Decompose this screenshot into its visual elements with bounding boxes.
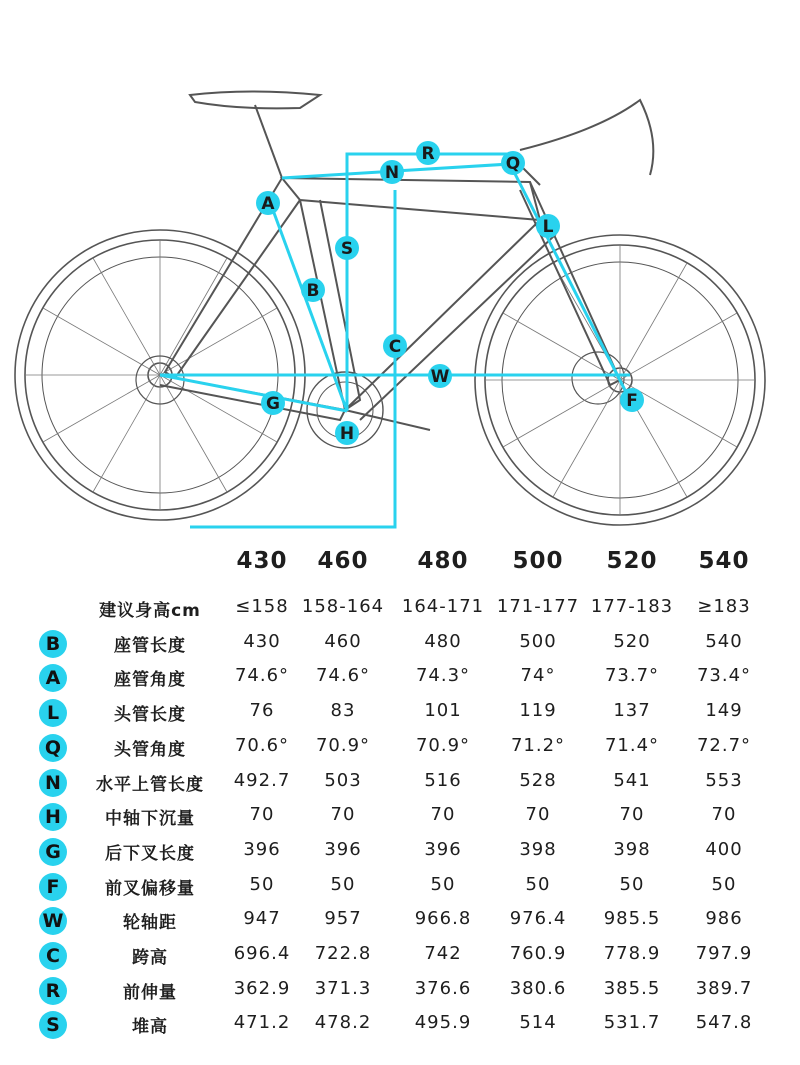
table-cell: 149 (705, 700, 743, 722)
table-row (0, 904, 800, 938)
size-header: 540 (698, 548, 750, 574)
table-cell: 478.2 (314, 1012, 372, 1034)
row-key-badge: C (39, 942, 67, 970)
table-cell: 50 (619, 873, 645, 895)
table-cell: 516 (424, 769, 462, 791)
table-cell: 74.3° (415, 665, 471, 687)
svg-text:R: R (421, 144, 435, 164)
table-cell: 398 (613, 838, 651, 860)
row-label: 前伸量 (123, 982, 177, 1003)
table-cell: 158-164 (301, 596, 385, 617)
table-cell: 742 (424, 943, 462, 964)
table-cell: 547.8 (695, 1012, 753, 1034)
row-label: 轮轴距 (123, 913, 177, 934)
svg-text:W: W (430, 367, 450, 387)
table-cell: 70 (430, 804, 456, 826)
table-cell: 528 (519, 769, 557, 791)
table-cell: 460 (324, 630, 362, 652)
table-cell: 70.9° (415, 734, 471, 756)
table-cell: 957 (324, 908, 362, 930)
marker-A (256, 191, 280, 215)
table-cell: 430 (243, 630, 281, 652)
row-label: 水平上管长度 (96, 774, 204, 795)
row-key-badge: N (39, 769, 67, 797)
marker-G (261, 391, 285, 415)
table-cell: 50 (330, 873, 356, 895)
row-label: 前叉偏移量 (105, 878, 195, 899)
table-cell: 985.5 (603, 908, 661, 930)
table-cell: 389.7 (695, 977, 753, 999)
table-cell: 553 (705, 769, 743, 791)
svg-text:C: C (388, 337, 402, 357)
table-row (0, 592, 800, 626)
table-cell: 398 (519, 838, 557, 860)
row-label: 座管角度 (114, 670, 186, 691)
svg-text:L: L (542, 217, 554, 237)
svg-text:A: A (261, 194, 275, 214)
marker-B (301, 278, 325, 302)
table-cell: 74.6° (315, 665, 371, 687)
marker-Q (501, 151, 525, 175)
svg-text:B: B (306, 281, 320, 301)
table-cell: 70 (711, 804, 737, 826)
table-cell: 966.8 (414, 908, 472, 930)
table-cell: 531.7 (603, 1012, 661, 1034)
table-cell: 362.9 (233, 977, 291, 999)
table-cell: 492.7 (233, 769, 291, 791)
table-cell: 177-183 (590, 596, 674, 617)
marker-F (620, 388, 644, 412)
table-cell: 119 (519, 700, 557, 722)
table-cell: 74.6° (234, 665, 290, 687)
table-cell: 500 (519, 630, 557, 652)
table-cell: 74° (520, 665, 556, 687)
table-cell: 376.6 (414, 977, 472, 999)
table-row (0, 939, 800, 973)
table-row (0, 870, 800, 904)
table-cell: 50 (525, 873, 551, 895)
table-cell: 760.9 (509, 943, 567, 964)
table-cell: 73.7° (604, 665, 660, 687)
table-row (0, 627, 800, 661)
row-label: 头管角度 (114, 739, 186, 760)
size-header: 520 (606, 548, 658, 574)
table-cell: 396 (424, 838, 462, 860)
row-label: 跨高 (132, 948, 168, 968)
table-cell: 73.4° (696, 665, 752, 687)
table-cell: 722.8 (314, 943, 372, 964)
table-cell: 164-171 (401, 596, 485, 617)
table-row (0, 696, 800, 730)
table-cell: ≥183 (697, 596, 751, 617)
svg-text:G: G (266, 394, 280, 414)
row-key-badge: G (39, 838, 67, 866)
table-cell: 50 (430, 873, 456, 895)
row-label: 头管长度 (114, 705, 186, 726)
row-key-badge: B (39, 630, 67, 658)
row-label: 座管长度 (114, 635, 186, 656)
table-cell: 72.7° (696, 734, 752, 756)
size-header: 460 (317, 548, 369, 574)
table-cell: 514 (519, 1012, 557, 1034)
marker-W (428, 364, 452, 388)
table-cell: 520 (613, 630, 651, 652)
size-header: 430 (236, 548, 288, 574)
table-cell: ≤158 (235, 596, 289, 617)
table-cell: 371.3 (314, 977, 372, 999)
row-key-badge: F (39, 873, 67, 901)
table-cell: 400 (705, 838, 743, 860)
table-cell: 70 (619, 804, 645, 826)
row-label: 建议身高cm (99, 601, 201, 621)
table-cell: 70.9° (315, 734, 371, 756)
table-cell: 471.2 (233, 1012, 291, 1034)
table-cell: 380.6 (509, 977, 567, 999)
row-key-badge: H (39, 803, 67, 831)
table-row (0, 731, 800, 765)
table-row (0, 835, 800, 869)
table-cell: 50 (711, 873, 737, 895)
row-key-badge: W (39, 907, 67, 935)
table-cell: 986 (705, 908, 743, 930)
row-key-badge: S (39, 1011, 67, 1039)
table-cell: 385.5 (603, 977, 661, 999)
table-cell: 101 (424, 700, 462, 722)
table-cell: 540 (705, 630, 743, 652)
table-cell: 696.4 (233, 943, 291, 964)
table-cell: 947 (243, 908, 281, 930)
svg-text:S: S (340, 239, 354, 259)
table-cell: 396 (243, 838, 281, 860)
table-cell: 70 (249, 804, 275, 826)
table-cell: 71.2° (510, 734, 566, 756)
table-cell: 396 (324, 838, 362, 860)
table-cell: 503 (324, 769, 362, 791)
row-key-badge: A (39, 664, 67, 692)
svg-text:F: F (626, 391, 638, 411)
svg-text:Q: Q (505, 154, 521, 174)
table-cell: 83 (330, 700, 356, 722)
table-cell: 70 (330, 804, 356, 826)
table-cell: 137 (613, 700, 651, 722)
marker-H (335, 421, 359, 445)
row-label: 堆高 (132, 1017, 168, 1038)
table-row (0, 766, 800, 800)
table-cell: 480 (424, 630, 462, 652)
table-cell: 797.9 (695, 943, 753, 964)
table-cell: 976.4 (509, 908, 567, 930)
row-label: 中轴下沉量 (105, 809, 195, 830)
marker-C (383, 334, 407, 358)
row-label: 后下叉长度 (105, 843, 195, 864)
table-cell: 71.4° (604, 734, 660, 756)
row-key-badge: L (39, 699, 67, 727)
table-cell: 76 (249, 700, 275, 722)
table-cell: 70 (525, 804, 551, 826)
svg-text:H: H (339, 424, 355, 444)
table-cell: 171-177 (496, 596, 580, 617)
table-cell: 50 (249, 873, 275, 895)
table-cell: 70.6° (234, 734, 290, 756)
table-cell: 495.9 (414, 1012, 472, 1034)
marker-R (416, 141, 440, 165)
table-cell: 541 (613, 769, 651, 791)
table-cell: 778.9 (603, 943, 661, 964)
svg-text:N: N (384, 163, 400, 183)
table-row (0, 974, 800, 1008)
size-header: 480 (417, 548, 469, 574)
row-key-badge: Q (39, 734, 67, 762)
marker-L (536, 214, 560, 238)
row-key-badge: R (39, 977, 67, 1005)
table-row (0, 661, 800, 695)
size-header: 500 (512, 548, 564, 574)
marker-N (380, 160, 404, 184)
table-row (0, 800, 800, 834)
marker-S (335, 236, 359, 260)
table-row (0, 1008, 800, 1042)
